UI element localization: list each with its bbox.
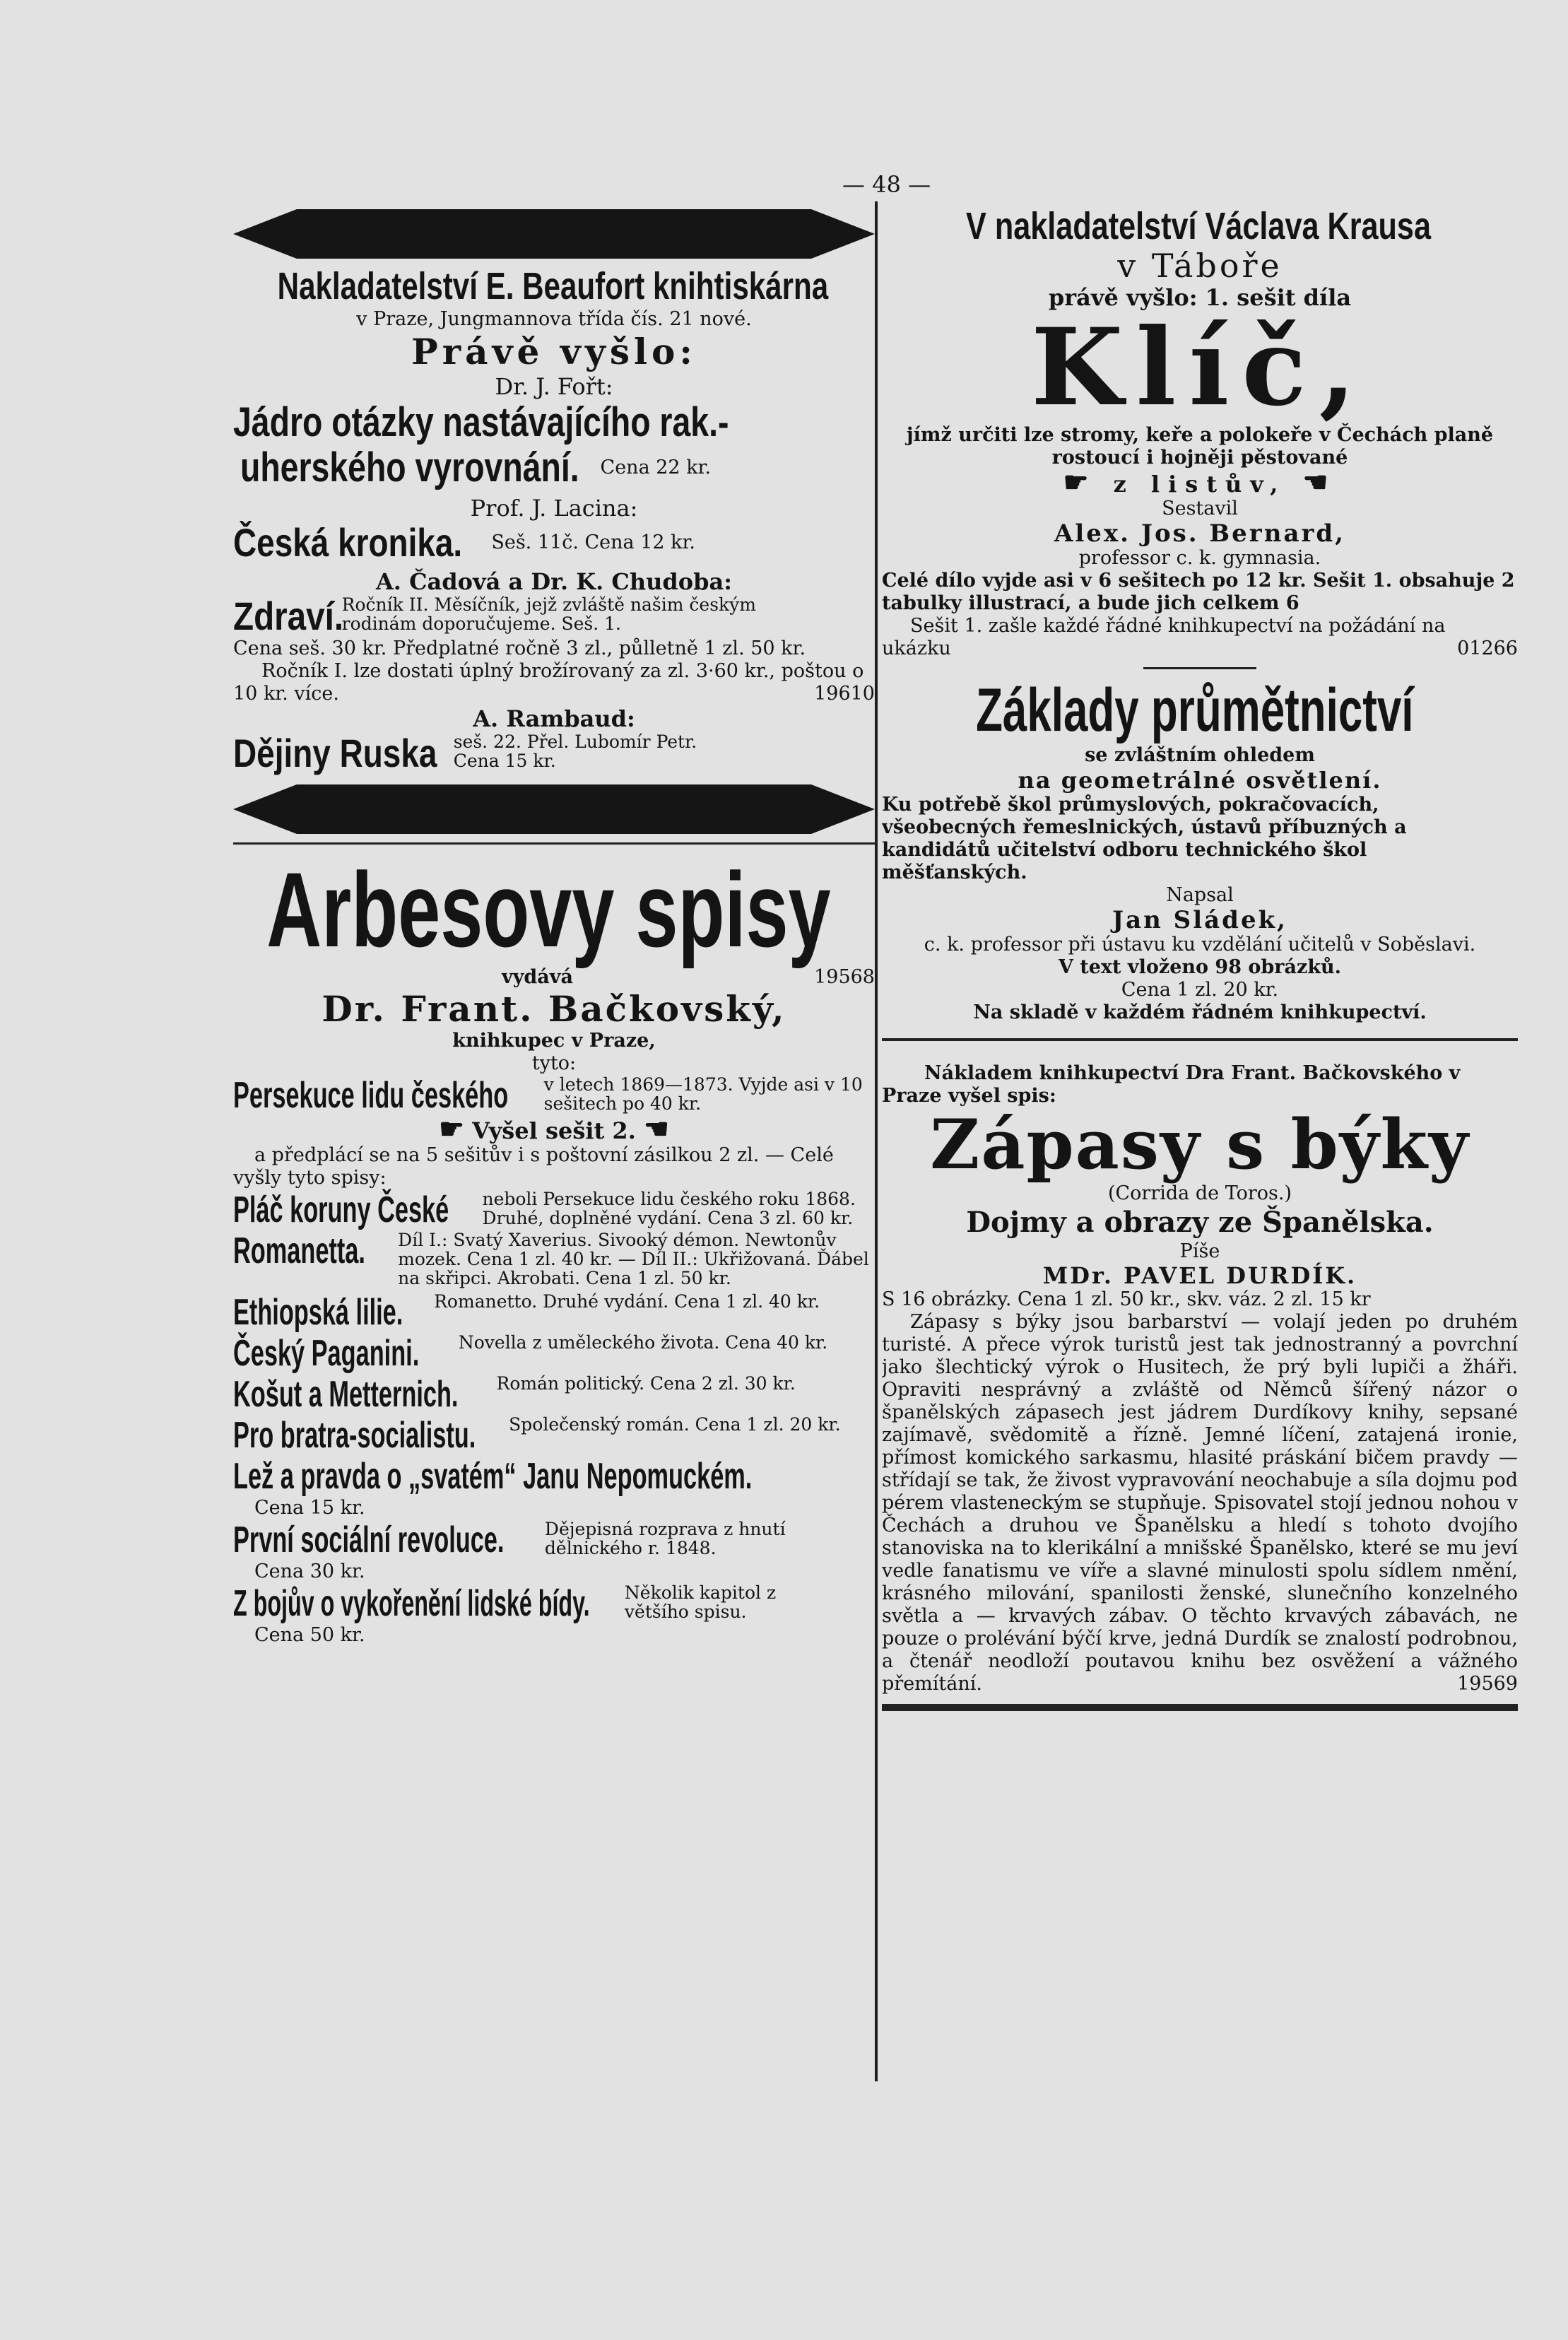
zaklady-author-title: c. k. professor při ústavu ku vzdělání učitelů v Soběslavi. <box>924 934 1476 956</box>
zaklady-title: Základy průmětnictví <box>976 676 1414 744</box>
arbes-publisher-prefix: vydává <box>502 966 573 988</box>
left-column <box>233 205 875 2092</box>
zapasy-intro: Nákladem knihkupectví Dra Frant. Bačkovského v Praze vyšel spis: <box>882 1062 1461 1107</box>
kraus-line: právě vyšlo: 1. sešit díla <box>1048 284 1352 311</box>
section-rule <box>233 842 875 845</box>
book4-desc: seš. 22. Přel. Lubomír Petr. <box>453 731 697 752</box>
ornamental-banner-bottom <box>233 784 875 834</box>
arbes-item2-title: Pláč koruny České <box>233 1189 449 1230</box>
arbes-item9-desc: Dějepisná rozprava z hnutí dělnického r. 1848. <box>544 1519 786 1558</box>
beaufort-author1: Dr. J. Fořt: <box>495 373 613 400</box>
zapasy-writes: Píše <box>1179 1240 1220 1262</box>
book1-price: Cena 22 kr. <box>600 457 712 478</box>
kraus-big-title: Klíč, <box>1031 305 1369 430</box>
arbes-item6-title: Košut a Metternich. <box>233 1374 459 1415</box>
short-rule <box>1143 667 1256 669</box>
arbes-item8-price: Cena 15 kr. <box>254 1497 365 1519</box>
zapasy-code: 19569 <box>1457 1673 1518 1695</box>
arbes-item1-title: Persekuce lidu českého <box>233 1075 509 1116</box>
kraus-place: v Táboře <box>1117 247 1283 285</box>
zapasy-title: Zápasy s býky <box>930 1105 1470 1184</box>
kraus-info: Celé dílo vyjde asi v 6 sešitech po 12 kr. Sešit 1. obsahuje 2 tabulky illustrací, a bude jich celkem 6 <box>882 570 1515 614</box>
arbes-item5-desc: Novella z uměleckého života. Cena 40 kr. <box>458 1332 828 1353</box>
zaklady-sub1: se zvláštním ohledem <box>1085 744 1315 766</box>
beaufort-author3: A. Čadová a Dr. K. Chudoba: <box>375 568 733 595</box>
zaklady-price: Cena 1 zl. 20 kr. <box>1121 979 1279 1001</box>
book3-title: Zdraví. <box>233 594 344 638</box>
kraus-desc: jímž určiti lze stromy, keře a polokeře v Čechách planě rostoucí i hojněji pěstované <box>906 424 1494 469</box>
arbes-item1-desc: v letech 1869—1873. Vyjde asi v 10 sešitech po 40 kr. <box>543 1074 863 1114</box>
arbes-item10-desc: Několik kapitol z většího spisu. <box>624 1582 777 1622</box>
column-divider <box>875 201 878 2081</box>
arbes-item10-price: Cena 50 kr. <box>254 1624 365 1646</box>
arbes-item4-title: Ethiopská lilie. <box>233 1292 403 1333</box>
arbes-item9-price: Cena 30 kr. <box>254 1560 365 1582</box>
arbes-item2-desc: neboli Persekuce lidu českého roku 1868. Druhé, doplněné vydání. Cena 3 zl. 60 kr. <box>482 1189 856 1228</box>
book3-desc: Ročník II. Měsíčník, jejž zvláště našim českým rodinám doporučujeme. Seš. 1. <box>341 594 757 634</box>
arbes-item3-desc: Díl I.: Svatý Xaverius. Sivooký démon. Newtonův mozek. Cena 1 zl. 40 kr. — Díl II.: Ukřižovaná. Ďábel na skřipci. Akrobati. Cena 1 zl. 50 kr. <box>398 1230 869 1288</box>
kraus-leaves-text: z listův, <box>1113 471 1287 498</box>
arbes-item7-title: Pro bratra-socialistu. <box>233 1415 476 1456</box>
kraus-compiled: Sestavil <box>1162 498 1238 519</box>
book2-title: Česká kronika. <box>233 520 463 565</box>
book3-note: Ročník I. lze dostati úplný brožírovaný za zl. 3·60 kr., poštou o 10 kr. více. <box>233 660 864 705</box>
kraus-send: Sešit 1. zašle každé řádné knihkupectví na požádání na ukázku <box>882 615 1446 659</box>
zaklady-desc: Ku potřebě škol průmyslových, pokračovacích, všeobecných řemeslnických, ústavů příbuzných a kandidátů učitelství odboru technického škol měšťanských. <box>882 794 1407 883</box>
arbes-item3-title: Romanetta. <box>233 1230 365 1271</box>
zapasy-review: Zápasy s býky jsou barbarství — volají jeden po druhém turisté. A přece výrok turistů jest tak jednostranný a povrchní jako šlechtický výrok o Husitech, že prý byli lupiči a žháři. Opraviti nesprávný a zvláště od Němců šířený názor o španělských zápasech jest jádrem Durdíkovy knihy, sepsané zajímavě, svědomitě a řízně. Jemné líčení, zatajená ironie, přímost komického sarkasmu, hlasité práskání bičem pravdy — střídají se tak, že živost vypravování neochabuje a síla dojmu pod pérem vlasteneckým se stupňuje. Spisovatel stojí jednou nohou v Čechách a druhou ve Španělsku a hledí s tohoto dvojího stanoviska na to klerikální a mnišské Španělsko, které se mu jeví vedle fanatismu ve víře a slavné minulosti spolu sídlem nmění, krásného milování, spanilosti ženské, slunečního konzelného světla a — krvavých zábav. O těchto krvavých zábavách, ne pouze o prolévání býčí krve, jedná Durdík se znalostí podrobnou, a čtenář neodloží poutavou knihu bez osvěžení a vážného přemítání. <box>882 1311 1518 1695</box>
arbes-item6-desc: Román politický. Cena 2 zl. 30 kr. <box>496 1373 796 1394</box>
pointing-hand-left-icon: ☚ <box>1302 466 1337 499</box>
kraus-author-title: professor c. k. gymnasia. <box>1078 547 1321 569</box>
arbes-item5-title: Český Paganini. <box>233 1333 420 1374</box>
book4-price: Cena 15 kr. <box>453 751 556 771</box>
book2-price: Seš. 11č. Cena 12 kr. <box>491 531 696 553</box>
arbes-item9-title: První sociální revoluce. <box>233 1519 505 1560</box>
zaklady-stock: Na skladě v každém řádném knihkupectví. <box>973 1001 1427 1023</box>
zaklady-author: Jan Sládek, <box>1112 906 1287 934</box>
zaklady-wrote: Napsal <box>1166 884 1234 906</box>
beaufort-author4: A. Rambaud: <box>473 705 635 732</box>
book1-line2: uherského vyrovnání. <box>240 445 579 490</box>
arbes-item1-more: a předplácí se na 5 sešitův i s poštovní zásilkou 2 zl. — Celé vyšly tyto spisy: <box>233 1144 834 1189</box>
pointing-hand-icon: ☛ <box>439 1112 465 1146</box>
book1-line1: Jádro otázky nastávajícího rak.- <box>233 399 729 445</box>
section-rule <box>882 1038 1518 1041</box>
book3-code: 19610 <box>814 683 875 705</box>
kraus-code: 01266 <box>1457 637 1518 659</box>
beaufort-title: Nakladatelství E. Beaufort knihtiskárna <box>277 265 829 307</box>
zapasy-price: S 16 obrázky. Cena 1 zl. 50 kr., skv. váz. 2 zl. 15 kr <box>882 1288 1371 1310</box>
section-rule-bottom <box>882 1704 1518 1711</box>
pointing-hand-icon: ☛ <box>1063 466 1097 499</box>
ornamental-banner-top <box>233 209 875 259</box>
zapasy-subtitle: (Corrida de Toros.) <box>1107 1182 1292 1204</box>
right-column <box>882 205 1518 2092</box>
page-number: — 48 — <box>842 171 931 198</box>
kraus-title: V nakladatelství Václava Krausa <box>966 205 1431 247</box>
zapasy-author: MDr. PAVEL DURDÍK. <box>1042 1262 1357 1289</box>
arbes-publisher: Dr. Frant. Bačkovský, <box>322 988 786 1030</box>
beaufort-address: v Praze, Jungmannova třída čís. 21 nové. <box>356 308 752 330</box>
zaklady-text-note: V text vloženo 98 obrázků. <box>1058 956 1342 978</box>
arbes-intro: tyto: <box>531 1052 577 1074</box>
book3-price: Cena seš. 30 kr. Předplatné ročně 3 zl., půlletně 1 zl. 50 kr. <box>233 637 806 659</box>
zapasy-headline: Dojmy a obrazy ze Španělska. <box>966 1206 1434 1239</box>
book4-title: Dějiny Ruska <box>233 731 437 775</box>
arbes-item1-note-text: Vyšel sešit 2. <box>472 1117 636 1144</box>
arbes-code: 19568 <box>814 966 875 988</box>
arbes-publisher-sub: knihkupec v Praze, <box>452 1030 656 1052</box>
kraus-leaves <box>882 466 1518 499</box>
beaufort-headline: Právě vyšlo: <box>411 331 697 372</box>
kraus-author: Alex. Jos. Bernard, <box>1054 519 1345 548</box>
pointing-hand-left-icon: ☚ <box>643 1112 669 1146</box>
arbes-title: Arbesovy spisy <box>266 850 831 969</box>
arbes-item4-desc: Romanetto. Druhé vydání. Cena 1 zl. 40 kr. <box>434 1291 820 1312</box>
arbes-item1-note <box>233 1112 875 1146</box>
beaufort-author2: Prof. J. Lacina: <box>470 495 638 522</box>
zaklady-sub2: na geometrálné osvětlení. <box>1018 767 1382 794</box>
arbes-item10-title: Z bojův o vykořenění lidské bídy. <box>233 1583 590 1624</box>
arbes-item7-desc: Společenský román. Cena 1 zl. 20 kr. <box>509 1414 841 1435</box>
arbes-item8-title: Lež a pravda o „svatém“ Janu Nepomuckém. <box>233 1456 753 1497</box>
